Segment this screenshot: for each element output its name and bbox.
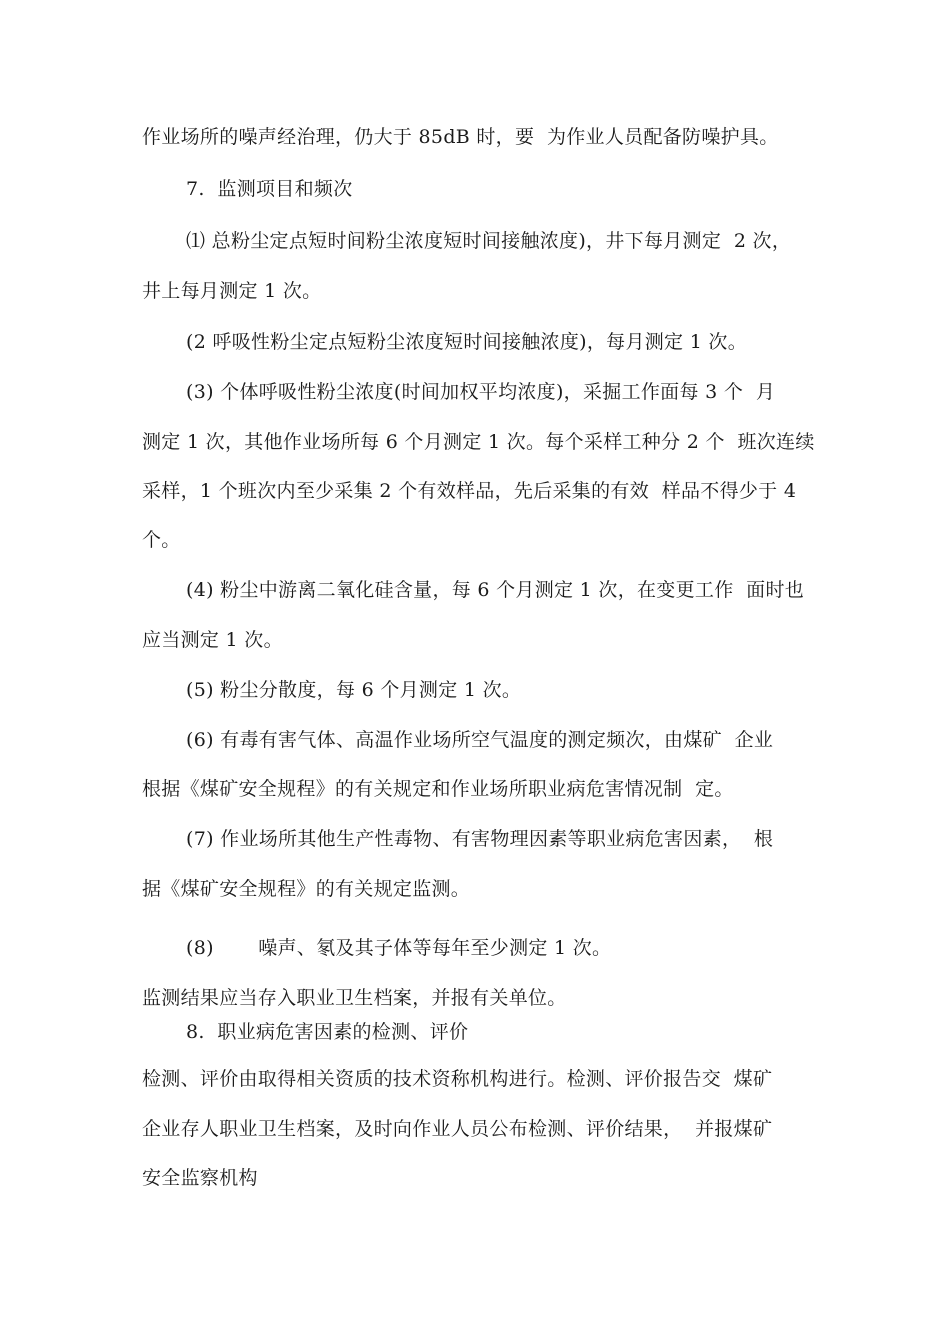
paragraph-line: 监测结果应当存入职业卫生档案，并报有关单位。 bbox=[142, 987, 567, 1009]
list-item-line: 根据《煤矿安全规程》的有关规定和作业场所职业病危害情况制 定。 bbox=[142, 778, 734, 800]
paragraph-line: 检测、评价由取得相关资质的技术资称机构进行。检测、评价报告交 煤矿 bbox=[142, 1068, 773, 1090]
list-item-line: (5) 粉尘分散度，每 6 个月测定 1 次。 bbox=[186, 679, 522, 701]
list-item-line: (7) 作业场所其他生产性毒物、有害物理因素等职业病危害因素， 根 bbox=[186, 828, 774, 850]
list-item-line: 据《煤矿安全规程》的有关规定监测。 bbox=[142, 878, 471, 900]
list-item-line: 井上每月测定 1 次。 bbox=[142, 280, 322, 302]
list-item-line: 个。 bbox=[142, 529, 181, 551]
list-item-line: (8) 噪声、氡及其子体等每年至少测定 1 次。 bbox=[186, 937, 612, 959]
list-item-line: (3) 个体呼吸性粉尘浓度(时间加权平均浓度)，采掘工作面每 3 个 月 bbox=[186, 381, 776, 403]
paragraph-line: 作业场所的噪声经治理，仍大于 85dB 时，要 为作业人员配备防噪护具。 bbox=[142, 126, 779, 148]
list-item-line: (2 呼吸性粉尘定点短粉尘浓度短时间接触浓度)，每月测定 1 次。 bbox=[186, 331, 748, 353]
list-item-line: (4) 粉尘中游离二氧化硅含量，每 6 个月测定 1 次，在变更工作 面时也 bbox=[186, 579, 805, 601]
paragraph-line: 企业存人职业卫生档案，及时向作业人员公布检测、评价结果， 并报煤矿 bbox=[142, 1118, 773, 1140]
list-item-line: (6) 有毒有害气体、高温作业场所空气温度的测定频次，由煤矿 企业 bbox=[186, 729, 774, 751]
list-item-line: ⑴ 总粉尘定点短时间粉尘浓度短时间接触浓度)，井下每月测定 2 次， bbox=[186, 230, 792, 252]
section-heading: 7. 监测项目和频次 bbox=[186, 178, 353, 200]
list-item-line: 采样，1 个班次内至少采集 2 个有效样品，先后采集的有效 样品不得少于 4 bbox=[142, 480, 797, 502]
paragraph-line: 安全监察机构 bbox=[142, 1167, 258, 1189]
section-heading: 8. 职业病危害因素的检测、评价 bbox=[186, 1021, 469, 1043]
list-item-line: 应当测定 1 次。 bbox=[142, 629, 283, 651]
list-item-line: 测定 1 次，其他作业场所每 6 个月测定 1 次。每个采样工种分 2 个 班次连续 bbox=[142, 431, 815, 453]
